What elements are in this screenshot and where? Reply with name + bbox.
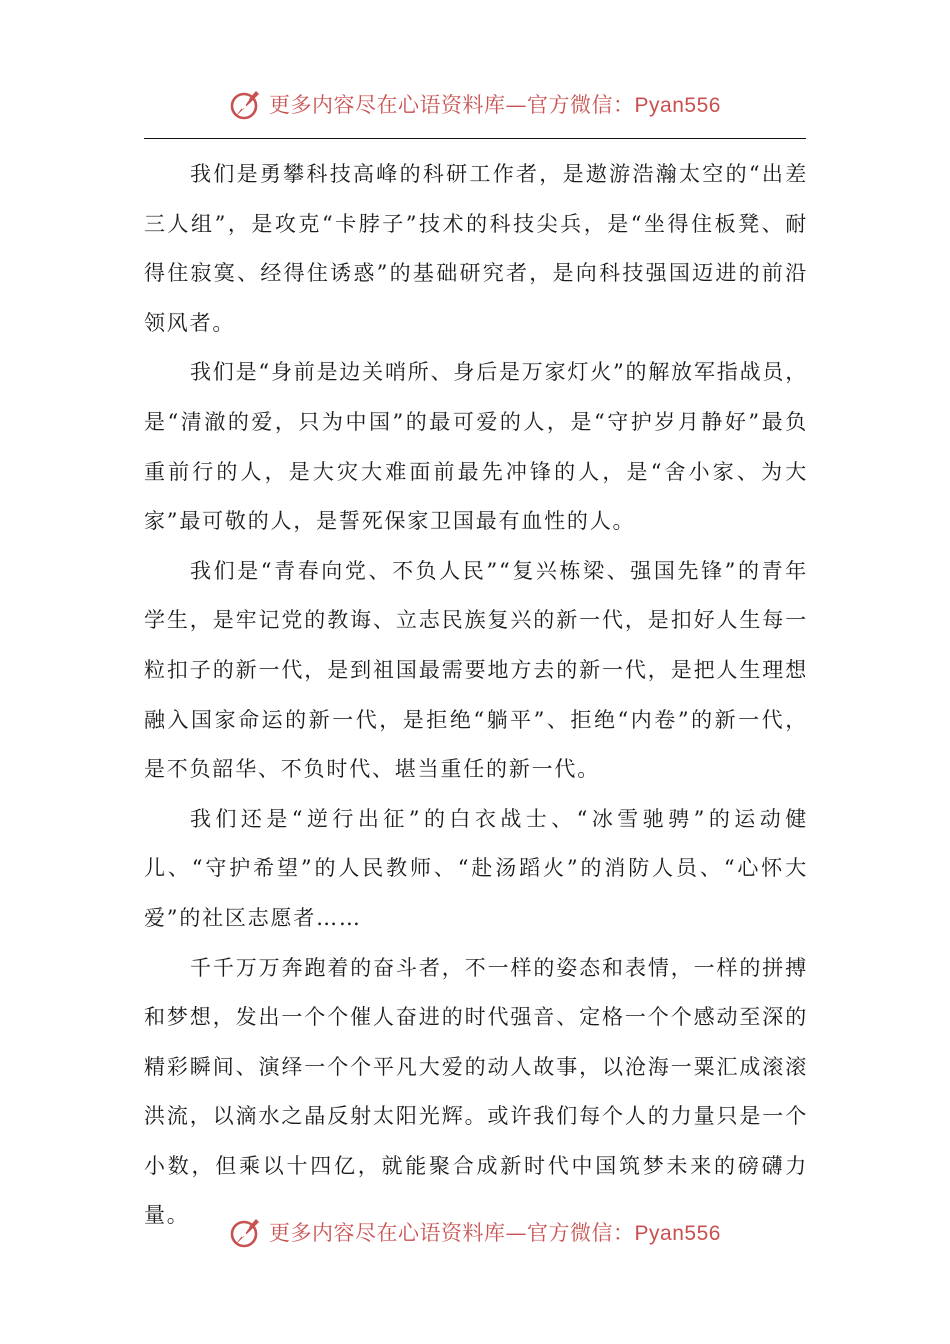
header-banner-sep: — bbox=[505, 93, 528, 117]
header-banner-id: Pyan556 bbox=[634, 94, 721, 117]
header-banner bbox=[0, 82, 950, 126]
paragraph-4: 我们还是“逆行出征”的白衣战士、“冰雪驰骋”的运动健儿、“守护希望”的人民教师、“赴汤蹈火”的消防人员、“心怀大爱”的社区志愿者…… bbox=[144, 806, 808, 930]
paragraph-2: 我们是“身前是边关哨所、身后是万家灯火”的解放军指战员，是“清澈的爱，只为中国”的最可爱的人，是“守护岁月静好”最负重前行的人，是大灾大难面前最先冲锋的人，是“舍小家、为大家”最可敬的人，是誓死保家卫国最有血性的人。 bbox=[144, 360, 808, 534]
document-body bbox=[144, 150, 808, 1241]
footer-banner-title: 更多内容尽在心语资料库 bbox=[269, 1221, 506, 1245]
header-divider bbox=[144, 138, 806, 139]
header-banner-title: 更多内容尽在心语资料库 bbox=[269, 93, 506, 117]
footer-banner-text bbox=[269, 1217, 721, 1247]
paragraph-1: 我们是勇攀科技高峰的科研工作者，是遨游浩瀚太空的“出差三人组”，是攻克“卡脖子”技术的科技尖兵，是“坐得住板凳、耐得住寂寞、经得住诱惑”的基础研究者，是向科技强国迈进的前沿领风者。 bbox=[144, 162, 808, 335]
footer-banner-wechat: 官方微信： bbox=[527, 1221, 635, 1245]
header-banner-text bbox=[269, 89, 721, 119]
footer-banner-id: Pyan556 bbox=[634, 1222, 721, 1245]
footer-banner bbox=[0, 1210, 950, 1254]
paragraph-3: 我们是“青春向党、不负人民”“复兴栋梁、强国先锋”的青年学生，是牢记党的教诲、立志民族复兴的新一代，是扣好人生每一粒扣子的新一代，是到祖国最需要地方去的新一代，是把人生理想融入国家命运的新一代，是拒绝“躺平”、拒绝“内卷”的新一代，是不负韶华、不负时代、堪当重任的新一代。 bbox=[144, 558, 808, 782]
footer-banner-sep: — bbox=[505, 1221, 528, 1245]
pen-nib-logo-icon bbox=[229, 87, 263, 121]
paragraph-5: 千千万万奔跑着的奋斗者，不一样的姿态和表情，一样的拼搏和梦想，发出一个个催人奋进的时代强音、定格一个个感动至深的精彩瞬间、演绎一个个平凡大爱的动人故事，以沧海一粟汇成滚滚洪流，以滴水之晶反射太阳光辉。或许我们每个人的力量只是一个小数，但乘以十四亿，就能聚合成新时代中国筑梦未来的磅礴力量。 bbox=[144, 955, 808, 1228]
header-banner-wechat: 官方微信： bbox=[527, 93, 635, 117]
pen-nib-logo-icon bbox=[229, 1215, 263, 1249]
